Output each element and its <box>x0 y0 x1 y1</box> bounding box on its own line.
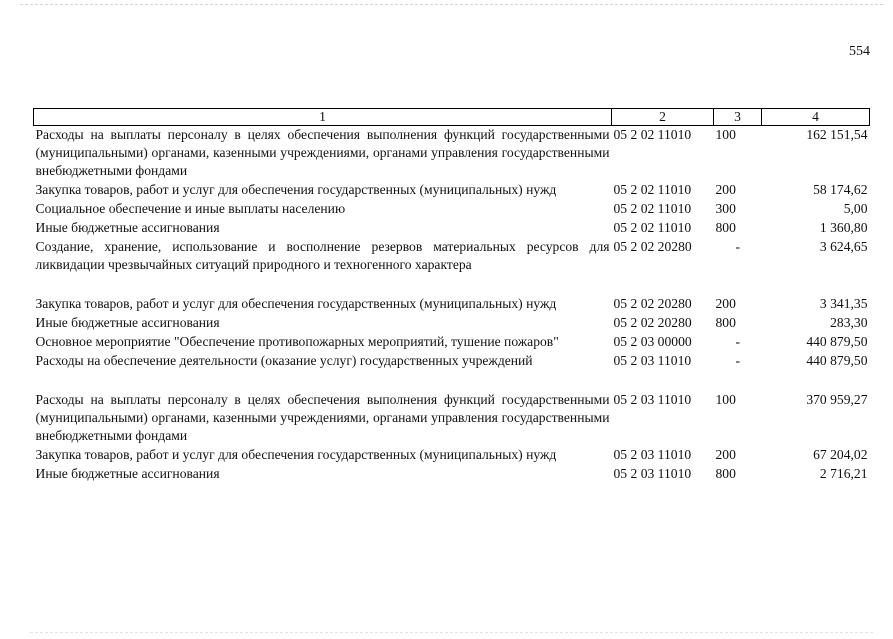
table-row <box>34 314 870 333</box>
row-expense-type: 800 <box>715 220 736 235</box>
row-code: 05 2 03 11010 <box>613 466 692 481</box>
row-code: 05 2 02 20280 <box>613 296 692 311</box>
row-code: 05 2 02 11010 <box>613 127 692 142</box>
row-code: 05 2 03 11010 <box>613 353 692 368</box>
row-amount: 162 151,54 <box>806 127 868 142</box>
row-amount: 283,30 <box>830 315 868 330</box>
row-expense-type: - <box>735 239 741 254</box>
table-row <box>34 219 870 238</box>
row-expense-type: 800 <box>715 315 736 330</box>
row-expense-type: 300 <box>715 201 736 216</box>
row-code: 05 2 03 11010 <box>613 392 692 407</box>
row-description: Иные бюджетные ассигнования <box>35 315 220 330</box>
row-code: 05 2 02 20280 <box>613 315 692 330</box>
row-description: Расходы на выплаты персоналу в целях обеспечения выполнения функций государственными (муниципальными) органами, казенными учреждениями, органами управления государственными внебюджетными фондами <box>35 392 610 443</box>
header-col-2: 2 <box>612 109 714 126</box>
row-description: Расходы на обеспечение деятельности (оказание услуг) государственных учреждений <box>35 353 533 368</box>
row-expense-type: 200 <box>715 447 736 462</box>
scan-edge-top <box>20 4 883 5</box>
row-amount: 440 879,50 <box>806 353 868 368</box>
table-row <box>34 126 870 182</box>
row-code: 05 2 02 11010 <box>613 220 692 235</box>
row-description: Иные бюджетные ассигнования <box>35 220 220 235</box>
row-expense-type: 100 <box>715 127 736 142</box>
row-code: 05 2 03 00000 <box>613 334 692 349</box>
table-row <box>34 446 870 465</box>
row-description: Основное мероприятие "Обеспечение противопожарных мероприятий, тушение пожаров" <box>35 334 559 349</box>
table-row <box>34 352 870 391</box>
row-expense-type: 200 <box>715 296 736 311</box>
table-row <box>34 391 870 446</box>
row-description: Закупка товаров, работ и услуг для обеспечения государственных (муниципальных) нужд <box>35 296 557 311</box>
row-description: Иные бюджетные ассигнования <box>35 466 220 481</box>
table-row <box>34 200 870 219</box>
table-header-row <box>34 109 870 126</box>
header-col-3: 3 <box>714 109 762 126</box>
row-code: 05 2 02 11010 <box>613 201 692 216</box>
row-amount: 370 959,27 <box>806 392 868 407</box>
row-description: Закупка товаров, работ и услуг для обеспечения государственных (муниципальных) нужд <box>35 182 557 197</box>
row-amount: 2 716,21 <box>819 466 868 481</box>
row-description: Закупка товаров, работ и услуг для обеспечения государственных (муниципальных) нужд <box>35 447 557 462</box>
header-col-1: 1 <box>34 109 612 126</box>
row-amount: 58 174,62 <box>813 182 868 197</box>
row-amount: 67 204,02 <box>813 447 868 462</box>
table-row <box>34 295 870 314</box>
row-expense-type: - <box>735 353 741 368</box>
row-description: Расходы на выплаты персоналу в целях обеспечения выполнения функций государственными (муниципальными) органами, казенными учреждениями, органами управления государственными внебюджетными фондами <box>35 127 610 178</box>
table-row <box>34 238 870 295</box>
row-description: Создание, хранение, использование и восполнение резервов материальных ресурсов для ликвидации чрезвычайных ситуаций природного и техногенного характера <box>35 239 610 272</box>
row-expense-type: 100 <box>715 392 736 407</box>
row-amount: 1 360,80 <box>819 220 868 235</box>
row-code: 05 2 02 20280 <box>613 239 692 254</box>
row-code: 05 2 02 11010 <box>613 182 692 197</box>
scan-edge-bottom <box>30 632 873 633</box>
table-row <box>34 465 870 484</box>
row-expense-type: 200 <box>715 182 736 197</box>
row-expense-type: 800 <box>715 466 736 481</box>
header-col-4: 4 <box>762 109 870 126</box>
row-description: Социальное обеспечение и иные выплаты населению <box>35 201 346 216</box>
table-row <box>34 181 870 200</box>
row-amount: 3 341,35 <box>819 296 868 311</box>
row-amount: 440 879,50 <box>806 334 868 349</box>
row-amount: 5,00 <box>843 201 868 216</box>
row-expense-type: - <box>735 334 741 349</box>
table-row <box>34 333 870 352</box>
page-number: 554 <box>849 44 870 59</box>
row-code: 05 2 03 11010 <box>613 447 692 462</box>
budget-table <box>33 108 870 484</box>
row-amount: 3 624,65 <box>819 239 868 254</box>
